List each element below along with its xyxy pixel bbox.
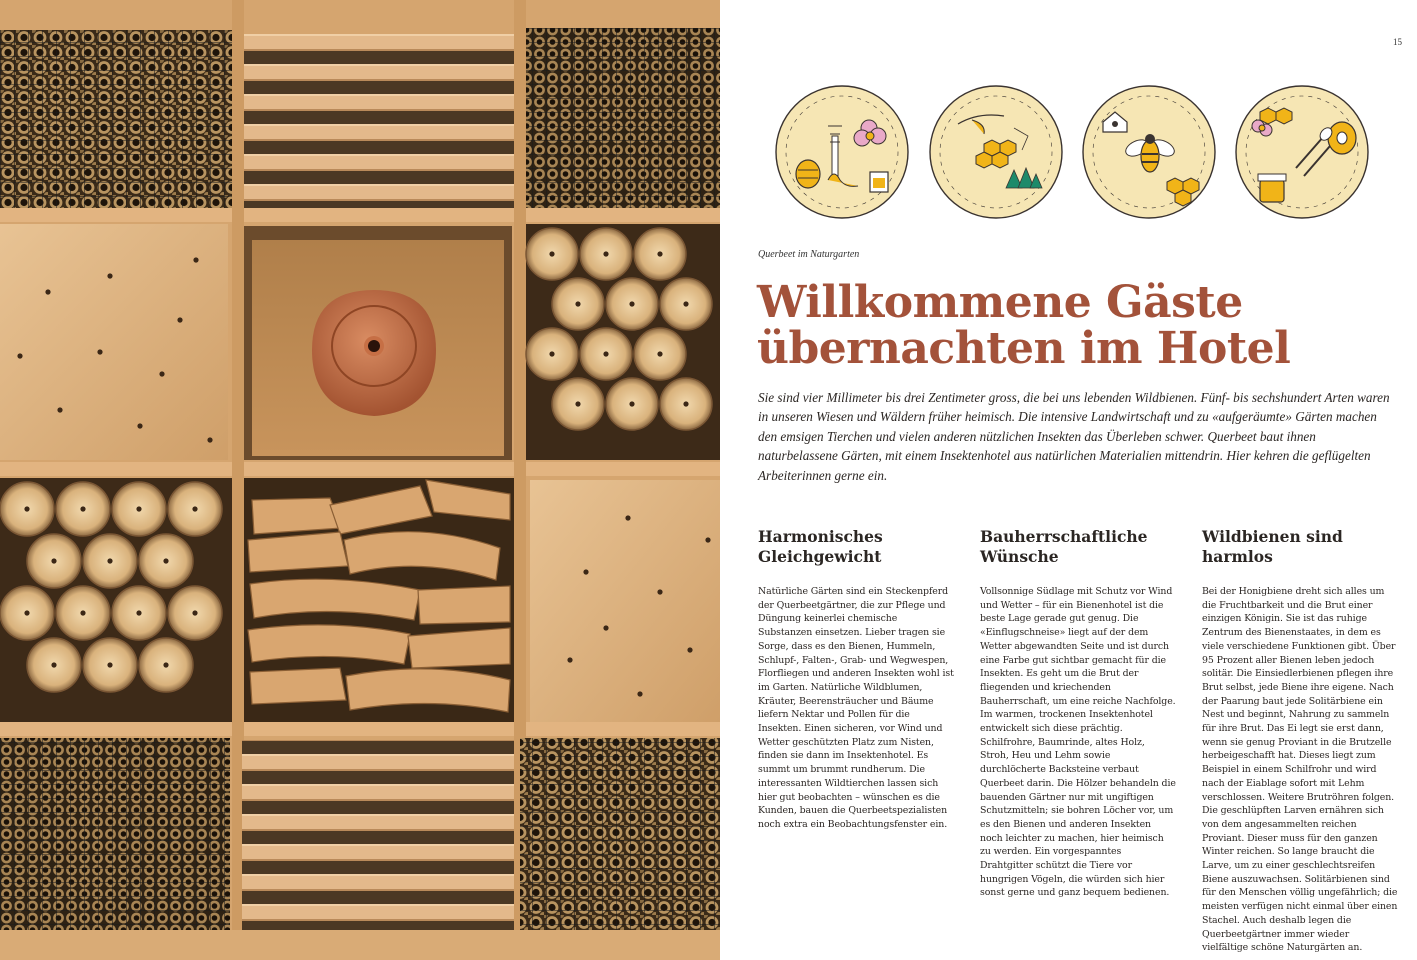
- kicker: Querbeet im Naturgarten: [758, 249, 860, 260]
- column-wildbienen-sind-harmlos: [1202, 527, 1398, 955]
- column-harmonisches-gleichgewicht: [758, 527, 954, 832]
- headline-line-2: übernachten im Hotel: [757, 323, 1291, 374]
- column-title: Harmonisches Gleichgewicht: [758, 527, 883, 566]
- headline: [757, 277, 1397, 374]
- column-title: Bauherrschaftliche Wünsche: [980, 527, 1148, 566]
- bee-beehive-icon: [1081, 84, 1217, 220]
- column-bauherrschaftliche-wuensche: [980, 527, 1176, 900]
- column-body: Bei der Honigbiene dreht sich alles um die Fruchtbarkeit und die Brut einer einzigen Königin. Sie ist das ruhige Zentrum des Bienenstaates, in dem es viele verschiedene Funktionen gibt. Über 95 Prozent aller Bienen leben jedoch solitär. Die Einsiedlerbienen pflegen ihre Brut selbst, jede Biene ihre eigene. Nach der Paarung baut jede Solitärbiene ein Nest und beginnt, Nahrung zu sammeln für ihre Brut. Das Ei legt sie erst dann, wenn sie genug Proviant in die Brutzelle herbeigeschafft hat. Dieses liegt zum Beispiel in einem Schilfrohr und wird nach der Eiablage sofort mit Lehm verschlossen. Weitere Brutröhren folgen. Die geschlüpften Larven ernähren sich von dem angesammelten reichen Proviant. Dieser muss für den ganzen Winter reichen. So lange braucht die Larve, um zu einer geschlechtsreifen Biene auszuwachsen. Solitärbienen sind für den Menschen völlig ungefährlich; die meisten verfügen nicht einmal über einen Stachel. Auch deshalb legen die Querbeetgärtner immer wieder vielfältige schöne Naturgärten an.: [1202, 586, 1398, 954]
- lede-paragraph: Sie sind vier Millimeter bis drei Zentimeter gross, die bei uns lebenden Wildbienen. Fünf- bis sechshundert Arten waren in unseren Wiesen und Wäldern früher heimisch. Die intensive Landwirtschaft und zu «aufgeräumte» Gärten machen den emsigen Tierchen und vielen anderen nützlichen Insekten das Überleben schwer. Querbeet baut ihnen naturbelassene Gärten, mit einem Insektenhotel aus natürlichen Materialien mittendrin. Hier kehren die geflügelten Arbeiterinnen gerne ein.: [758, 390, 1390, 483]
- page-number: 15: [1393, 37, 1402, 47]
- headline-line-1: Willkommene Gäste: [757, 277, 1243, 328]
- honeycomb-trees-icon: [928, 84, 1064, 220]
- honey-dipper-jar-icon: [1234, 84, 1370, 220]
- column-title: Wildbienen sind harmlos: [1202, 527, 1343, 566]
- honey-pot-flower-icon: [774, 84, 910, 220]
- column-body: Vollsonnige Südlage mit Schutz vor Wind und Wetter – für ein Bienenhotel ist die beste Lage gerade gut genug. Die «Einflugschneise» liegt auf der dem Wetter abgewandten Seite und ist durch eine Farbe gut sichtbar gemacht für die Insekten. Es geht um die Brut der fliegenden und kriechenden Bauherrschaft, um eine reiche Nachfolge. Im warmen, trockenen Insektenhotel entwickelt sich diese prächtig. Schilfrohre, Baumrinde, altes Holz, Stroh, Heu und Lehm sowie durchlöcherte Backsteine verbaut Querbeet darin. Die Hölzer behandeln die bauenden Gärtner nur mit ungiftigen Schutzmitteln; sie bohren Löcher vor, um es den Bienen und anderen Insekten noch leichter zu machen, hier heimisch zu werden. Ein vorgespanntes Drahtgitter schützt die Tiere vor hungrigen Vögeln, die würden sich hier sonst gerne und ganz bequem bedienen.: [980, 586, 1176, 899]
- column-body: Natürliche Gärten sind ein Steckenpferd der Querbeetgärtner, die zur Pflege und Düngung keinerlei chemische Substanzen einsetzen. Lieber tragen sie Sorge, dass es den Bienen, Hummeln, Schlupf-, Falten-, Grab- und Wegwespen, Florfliegen und anderen Insekten wohl ist im Garten. Natürliche Wildblumen, Kräuter, Beerensträucher und Bäume liefern Nektar und Pollen für die Insekten. Einen sicheren, vor Wind und Wetter geschützten Platz zum Nisten, finden sie dann im Insektenhotel. Es summt um brummt rundherum. Die interessanten Wildtierchen lassen sich hier gut beobachten – wünschen es die Kunden, bauen die Querbeetspezialisten noch extra ein Beobachtungsfenster ein.: [758, 586, 954, 830]
